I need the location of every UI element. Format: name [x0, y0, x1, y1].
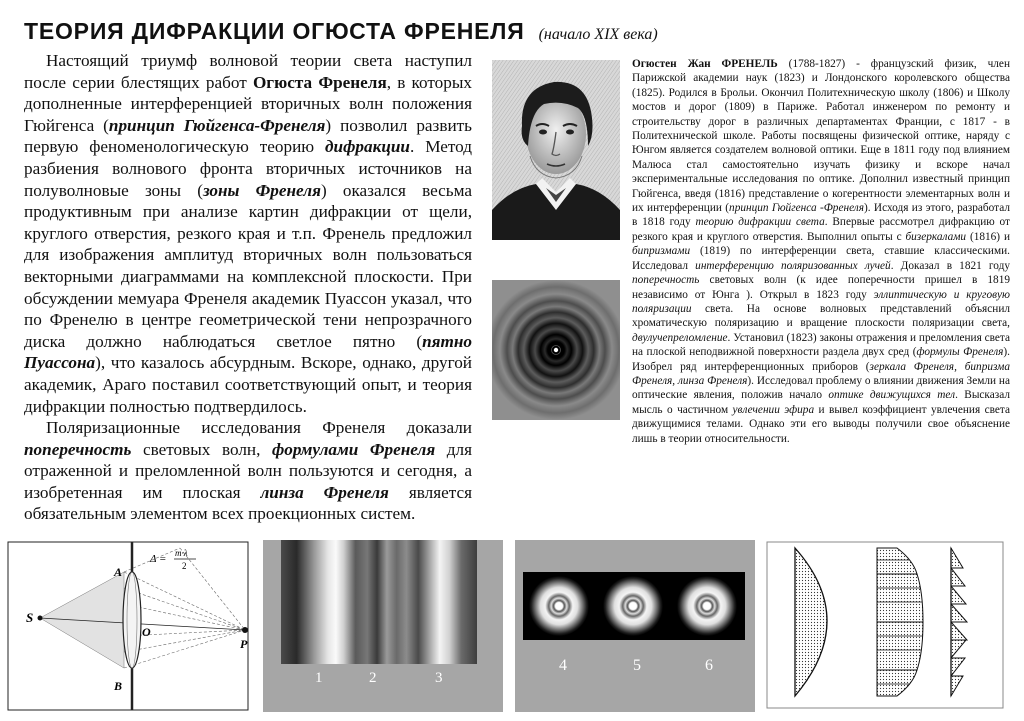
paragraph-2: Поляризационные исследования Френеля доказали поперечность световых волн, формулами Френеля для отраженной и преломленной волн пользуются и сегодня, а изобретенная им плоская линза Френеля является обязательным элементом всех проекционных систем. — [24, 418, 472, 524]
slit-label-1: 1 — [315, 670, 323, 686]
delta-num: m·λ — [175, 548, 188, 558]
emph-fresnel-lens: линза Френеля — [260, 482, 389, 502]
emph-huygens-fresnel: принцип Гюйгенса-Френеля — [108, 115, 326, 135]
slit-label-3: 3 — [435, 670, 443, 686]
emph-fresnel-formulas: формулами Френеля — [272, 439, 436, 459]
poisson-spot-image — [492, 280, 620, 420]
label-s: S — [26, 610, 34, 625]
paragraph-1: Настоящий триумф волновой теории света наступил после серии блестящих работ Огюста Френеля, в которых дополненные интерференцией вторичных волн положения Гюйгенса (принцип Гюйгенса-Френеля) позволил развить первую феноменологическую теорию дифракции. Метод разбиения волнового фронта вторичных источников на полуволновые зоны (зоны Френеля) оказался весьма продуктивным при анализе картин дифракции от щели, круглого отверстия, резкого края и т.п. Френель предложил для изображения амплитуд вторичных волн пользоваться векторными диаграммами на комплексной плоскости. При обсуждении мемуара Френеля академик Пуассон указал, что по Френелю в центре геометрической тени непрозрачного диска должно наблюдаться светлое пятно (пятно Пуассона), что казалось абсурдным. Вскоре, однако, другой академик, Араго поставил соответствующий опыт, и теория дифракции полностью подтвердилось. — [24, 51, 473, 416]
bio-name: Огюстен Жан ФРЕНЕЛЬ — [632, 58, 778, 70]
pattern-label-5: 5 — [633, 657, 641, 674]
page-title — [24, 18, 658, 52]
label-b: B — [114, 679, 123, 693]
label-a: A — [114, 565, 123, 579]
emph-diffraction: дифракции — [325, 137, 410, 157]
delta-lhs: Δ = — [150, 553, 167, 565]
title-subtitle: (начало XIX века) — [538, 26, 658, 43]
biography — [632, 57, 1010, 446]
emph-poisson-spot: пятно Пуассона — [24, 331, 472, 373]
portrait-image — [492, 60, 620, 240]
label-p: P — [240, 637, 248, 651]
title-main: ТЕОРИЯ ДИФРАКЦИИ ОГЮСТА ФРЕНЕЛЯ — [24, 18, 525, 44]
main-text — [24, 50, 472, 525]
biography-text: Огюстен Жан ФРЕНЕЛЬ (1788-1827) - французский физик, член Парижской академии наук (1823) и Лондонского королевского общества (1825). Родился в Брольи. Окончил Политехническую школу (1806) и Школу мостов и дорог (1809) в Париже. Работал инженером по ремонту и строительству дорог в различных департаментах Франции, с 1817 - в Политехнической школе. Работы посвящены физической оптике, наряду с Юнгом является создателем волновой оптики. Еще в 1811 году под влиянием Малюса стал самостоятельно изучать физику и вскоре начал экспериментальные исследования по оптике. Дополнил известный принцип Гюйгенса, введя (1816) представление о когерентности элементарных волн и их интерференции (принцип Гюйгенса -Френеля). Исходя из этого, разработал в 1818 году теорию дифракции света. Впервые рассмотрел дифракцию от резкого края и круглого отверстия. Выполнил опыты с бизеркалами (1816) и бипризмами (1819) по интерференции света, ставшие классическими. Исследовал интерференцию поляризованных лучей. Доказал в 1821 году поперечность световых волн (к идее поперечности пришел в 1819 независимо от Юнга ). Открыл в 1823 году эллиптическую и круговую поляризации света. На основе волновых представлений объяснил хроматическую поляризацию и вращение плоскости поляризации света, двулучепреломление. Установил (1823) законы отражения и преломления света на плоской неподвижной поверхности раздела двух сред (формулы Френеля). Изобрел ряд интерференционных приборов (зеркала Френеля, бипризма Френеля, линза Френеля). Исследовал проблему о влиянии движения Земли на оптические явления, положив начало оптике движущихся тел. Высказал мысль о частичном увлечении эфира и вывел коэффициент увлечения света движущимися телами. Однако эти его выводы получили свое объяснение лишь в теории относительности. — [632, 58, 1010, 445]
slit-label-2: 2 — [369, 670, 377, 686]
pattern-label-6: 6 — [705, 657, 713, 674]
slit-diffraction-image — [263, 540, 503, 712]
fresnel-zone-diagram — [0, 540, 250, 712]
pattern-label-4: 4 — [559, 657, 567, 674]
label-o: O — [142, 625, 151, 639]
emph-fresnel-zones: зоны Френеля — [202, 180, 321, 200]
delta-den: 2 — [182, 561, 187, 571]
fresnel-lens-profiles — [765, 540, 1005, 712]
aperture-patterns-image — [515, 540, 755, 712]
emph-fresnel: Огюста Френеля — [252, 72, 387, 92]
emph-transversality: поперечность — [24, 439, 132, 459]
